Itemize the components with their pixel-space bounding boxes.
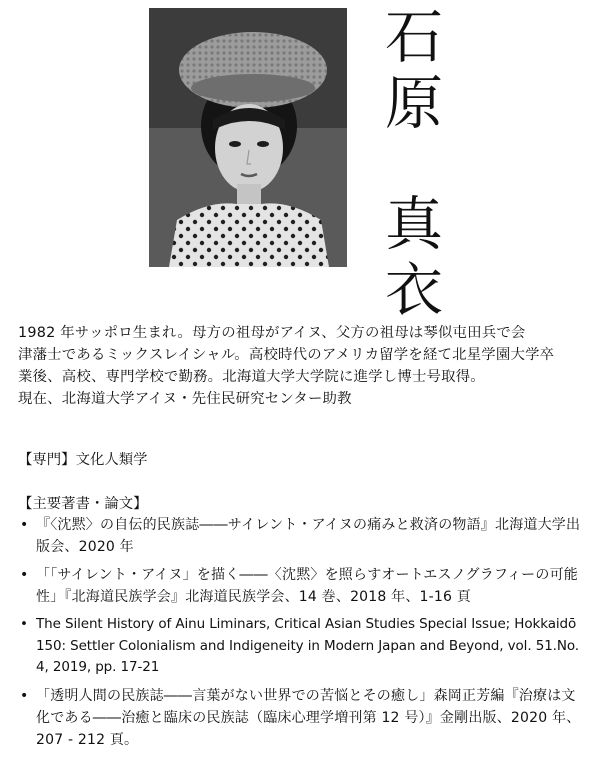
works-heading: 【主要著書・論文】: [18, 496, 148, 512]
list-item: [18, 685, 583, 751]
bullet-icon: •: [20, 687, 29, 704]
work-text: 『〈沈黙〉の自伝的民族誌――サイレント・アイヌの痛みと救済の物語』北海道大学出版会、2020 年: [36, 517, 581, 555]
works-list: [18, 514, 583, 757]
bio-line-4: 現在、北海道大学アイヌ・先住民研究センター助教: [18, 391, 352, 407]
biography: [18, 322, 583, 410]
bio-line-3: 業後、高校、専門学校で勤務。北海道大学大学院に進学し博士号取得。: [18, 369, 485, 385]
work-text: 「透明人間の民族誌――言葉がない世界での苦悩とその癒し」森岡正芳編『治療は文化である――治癒と臨床の民族誌（臨床心理学増刊第 12 号）』金剛出版、2020 年、207 - 212 頁。: [36, 687, 581, 748]
work-text: 「「サイレント・アイヌ」を描く――〈沈黙〉を照らすオートエスノグラフィーの可能性」『北海道民族学会』北海道民族学会、14 巻、2018 年、1-16 頁: [36, 567, 578, 605]
person-name: [368, 3, 460, 327]
bio-line-1: 1982 年サッポロ生まれ。母方の祖母がアイヌ、父方の祖母は琴似屯田兵で会: [18, 325, 526, 341]
portrait-photo: [149, 8, 347, 267]
bio-line-2: 津藩士であるミックスレイシャル。高校時代のアメリカ留学を経て北星学園大学卒: [18, 347, 555, 363]
name-gap: [368, 140, 460, 195]
bullet-icon: •: [20, 616, 28, 632]
specialty-field: 【専門】文化人類学: [18, 452, 148, 468]
name-char-2: 原: [384, 69, 443, 137]
bullet-icon: •: [20, 517, 29, 533]
name-char-1: 石: [384, 3, 443, 71]
list-item: [18, 564, 583, 608]
name-char-3: 真: [384, 190, 443, 258]
list-item: [18, 514, 583, 558]
portrait-illustration: [149, 8, 347, 267]
name-char-4: 衣: [384, 256, 443, 324]
list-item: [18, 614, 583, 679]
work-text: The Silent History of Ainu Liminars, Critical Asian Studies Special Issue; Hokkaidō 150: Settler Colonialism and Indigeneity in Modern Japan and Beyond, vol. 51.No. 4, 2019, pp. 17-21: [36, 616, 579, 675]
bullet-icon: •: [20, 567, 29, 583]
